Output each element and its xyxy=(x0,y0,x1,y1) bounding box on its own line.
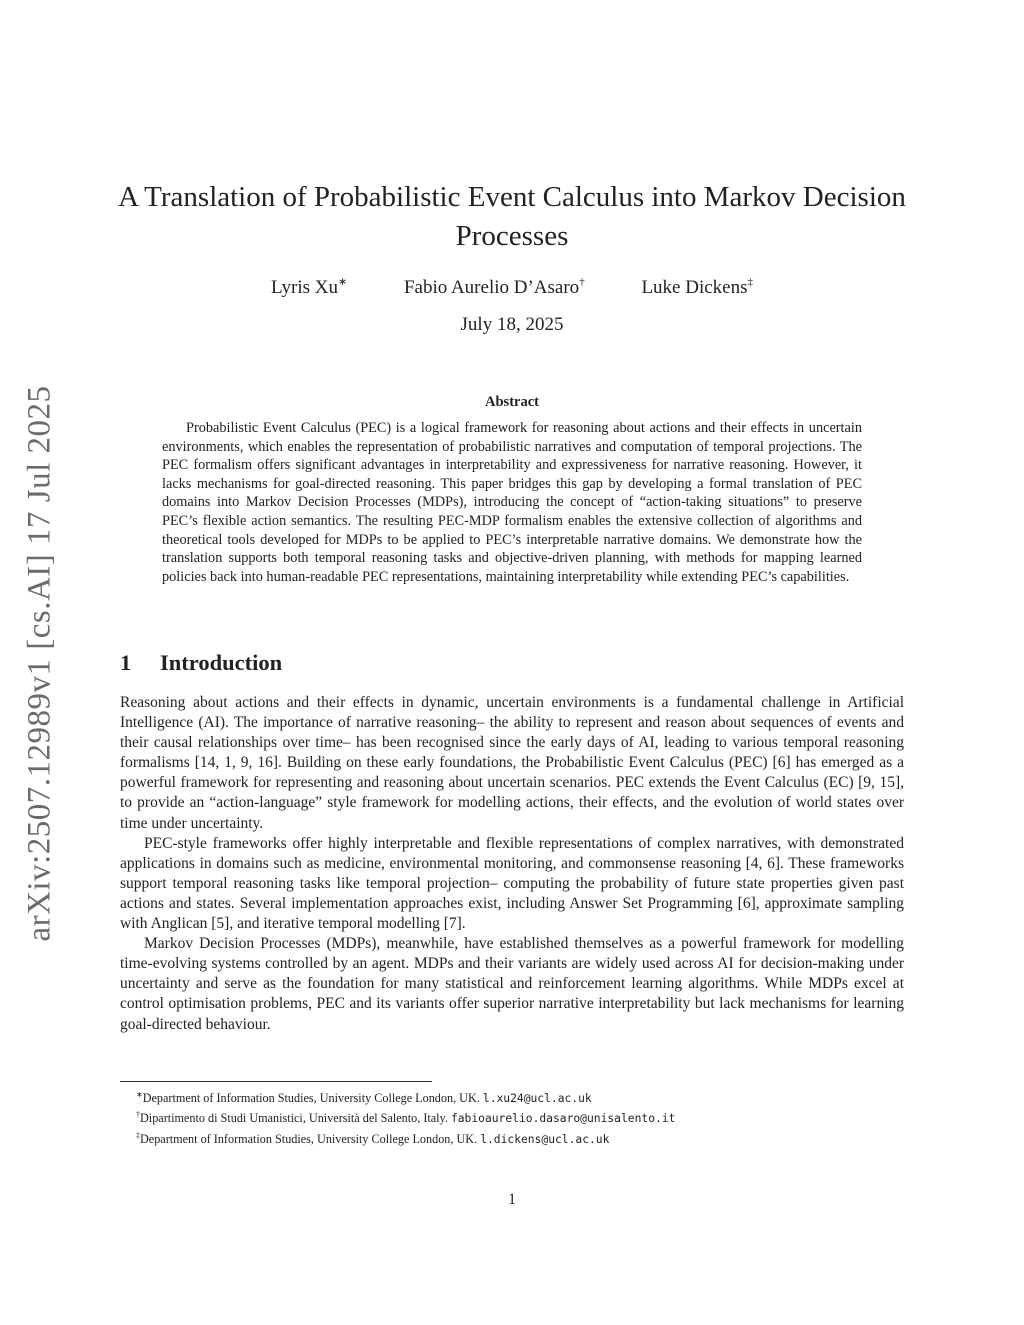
page-number: 1 xyxy=(508,1191,516,1208)
footnote-2 xyxy=(120,1107,904,1127)
paragraph-1: Reasoning about actions and their effects in dynamic, uncertain environments is a fundamental challenge in Artificial Intelligence (AI). The importance of narrative reasoning– the ability to represent and reason about sequences of events and their causal relationships over time– has been recognised since the early days of AI, leading to various temporal reasoning formalisms [14, 1, 9, 16]. Building on these early foundations, the Probabilistic Event Calculus (PEC) [6] has emerged as a powerful framework for representing and reasoning about uncertain scenarios. PEC extends the Event Calculus (EC) [9, 15], to provide an “action-language” style framework for modelling actions, their effects, and the evolution of world states over time under uncertainty. xyxy=(120,694,904,832)
footnote-divider xyxy=(120,1081,432,1082)
section-title: Introduction xyxy=(160,650,283,675)
abstract-heading: Abstract xyxy=(485,394,539,410)
footnote-1-text: Department of Information Studies, University College London, UK. xyxy=(142,1091,483,1105)
footnote-1 xyxy=(120,1087,904,1107)
author-2 xyxy=(404,277,585,298)
author-1-mark: ∗ xyxy=(338,276,348,288)
author-2-mark: † xyxy=(579,276,585,288)
author-1 xyxy=(271,277,347,298)
footnote-3-mark: ‡ xyxy=(136,1130,140,1140)
footnote-2-text: Dipartimento di Studi Umanistici, Università del Salento, Italy. xyxy=(140,1111,451,1126)
paragraph-2: PEC-style frameworks offer highly interpretable and flexible representations of complex narratives, with demonstrated applications in domains such as medicine, environmental monitoring, and commonsense reasoning [4, 6]. These frameworks support temporal reasoning tasks like temporal projection– computing the probability of future state properties given past actions and states. Several implementation approaches exist, including Answer Set Programming [6], approximate sampling with Anglican [5], and iterative temporal modelling [7]. xyxy=(120,834,904,933)
footnote-1-email[interactable]: l.xu24@ucl.ac.uk xyxy=(482,1092,592,1105)
section-body xyxy=(120,693,904,1035)
footnote-3-text: Department of Information Studies, University College London, UK. xyxy=(140,1131,481,1146)
paragraph-3: Markov Decision Processes (MDPs), meanwhile, have established themselves as a powerful framework for modelling time-evolving systems controlled by an agent. MDPs and their variants are widely used across AI for decision-making under uncertainty and serve as the foundation for many statistical and reinforcement learning algorithms. While MDPs excel at control optimisation problems, PEC and its variants offer superior narrative interpretability but lack mechanisms for learning goal-directed behaviour. xyxy=(120,935,904,1033)
section-number: 1 xyxy=(120,650,132,675)
author-1-name: Lyris Xu xyxy=(270,277,339,298)
paper-date: July 18, 2025 xyxy=(460,314,564,335)
footnote-2-email[interactable]: fabioaurelio.dasaro@unisalento.it xyxy=(450,1112,676,1126)
author-list xyxy=(0,275,1024,299)
footnote-1-mark: ∗ xyxy=(136,1090,143,1099)
author-3-mark: ‡ xyxy=(747,276,753,288)
footnotes xyxy=(120,1087,904,1148)
footnote-2-mark: † xyxy=(136,1110,140,1120)
author-2-name: Fabio Aurelio D’Asaro xyxy=(403,277,580,298)
footnote-3 xyxy=(120,1128,904,1148)
abstract-text: Probabilistic Event Calculus (PEC) is a logical framework for reasoning about actions and their effects in uncertain environments, which enables the representation of probabilistic narratives and computation of temporal projections. The PEC formalism offers significant advantages in interpretability and expressiveness for narrative reasoning. However, it lacks mechanisms for goal-directed reasoning. This paper bridges this gap by developing a formal translation of PEC domains into Markov Decision Processes (MDPs), introducing the concept of “action-taking situations” to preserve PEC’s flexible action semantics. The resulting PEC-MDP formalism enables the extensive collection of algorithms and theoretical tools developed for MDPs to be applied to PEC’s interpretable narrative domains. We demonstrate how the translation supports both temporal reasoning tasks and objective-driven planning, with methods for mapping learned policies back into human-readable PEC representations, maintaining interpretability while extending PEC’s capabilities. xyxy=(162,420,862,585)
section-heading xyxy=(120,650,282,676)
author-3-name: Luke Dickens xyxy=(641,277,748,298)
arxiv-identifier: arXiv:2507.12989v1 [cs.AI] 17 Jul 2025 xyxy=(21,384,58,942)
arxiv-sidebar xyxy=(18,383,62,943)
author-3 xyxy=(641,277,753,298)
paper-title: A Translation of Probabilistic Event Calculus into Markov Decision Processes xyxy=(118,181,906,252)
footnote-3-email[interactable]: l.dickens@ucl.ac.uk xyxy=(480,1132,610,1146)
